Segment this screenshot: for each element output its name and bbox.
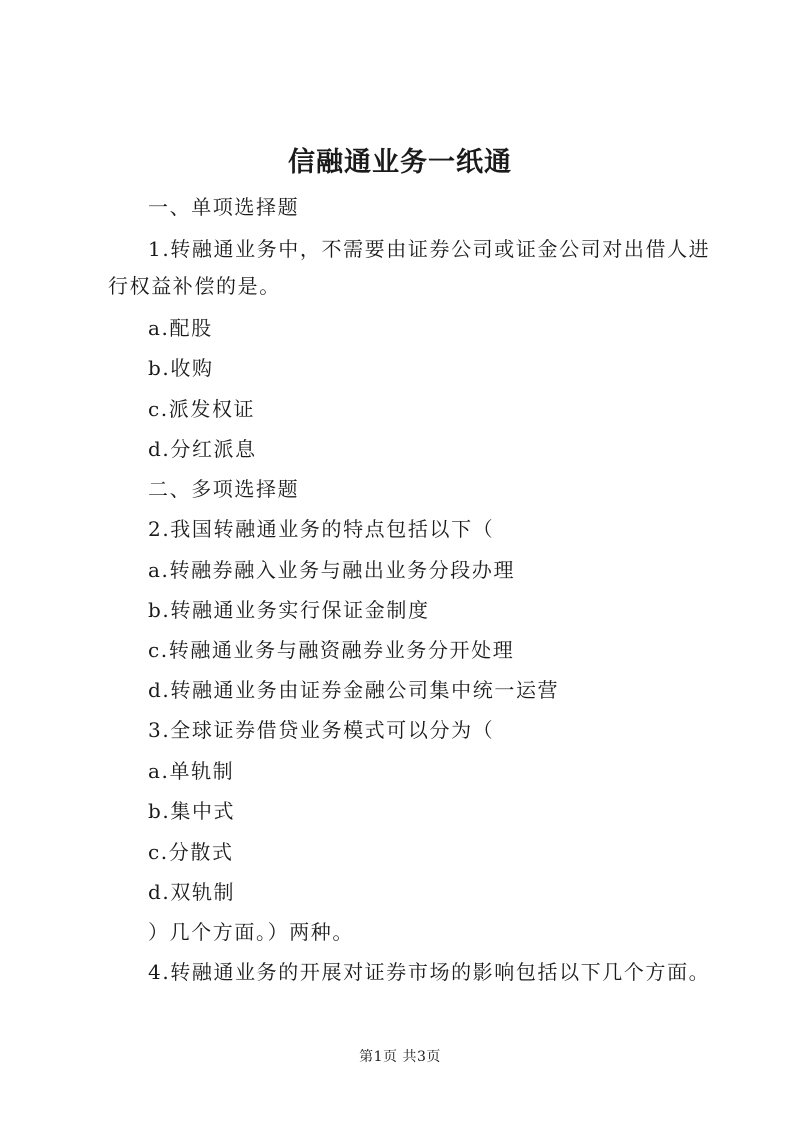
- question-3-option-a: a.单轨制: [148, 759, 235, 783]
- question-3-text: 3.全球证券借贷业务模式可以分为（: [148, 718, 495, 742]
- section-heading-multiple-choice: 二、多项选择题: [148, 477, 300, 501]
- question-1-text-continued: 行权益补偿的是。: [108, 274, 281, 298]
- question-2-option-c: c.转融通业务与融资融券业务分开处理: [148, 638, 515, 662]
- question-3-trailing-text: ）几个方面。）两种。: [148, 920, 354, 944]
- question-2-option-b: b.转融通业务实行保证金制度: [148, 598, 430, 622]
- question-1-option-b: b.收购: [148, 356, 214, 380]
- question-2-text: 2.我国转融通业务的特点包括以下（: [148, 517, 495, 541]
- question-1-option-c: c.派发权证: [148, 397, 256, 421]
- page-number-footer: 第1页 共3页: [359, 1049, 441, 1065]
- document-title: 信融通业务一纸通: [288, 147, 512, 178]
- question-1-text: 1.转融通业务中，不需要由证券公司或证金公司对出借人进: [148, 237, 711, 261]
- question-1-option-d: d.分红派息: [148, 437, 257, 461]
- question-3-option-c: c.分散式: [148, 840, 234, 864]
- question-3-option-b: b.集中式: [148, 799, 236, 823]
- question-2-option-d: d.转融通业务由证券金融公司集中统一运营: [148, 678, 560, 702]
- question-1-option-a: a.配股: [148, 316, 213, 340]
- question-3-option-d: d.双轨制: [148, 880, 236, 904]
- section-heading-single-choice: 一、单项选择题: [148, 195, 300, 219]
- question-4-text: 4.转融通业务的开展对证券市场的影响包括以下几个方面。: [148, 960, 711, 984]
- question-2-option-a: a.转融券融入业务与融出业务分段办理: [148, 558, 516, 582]
